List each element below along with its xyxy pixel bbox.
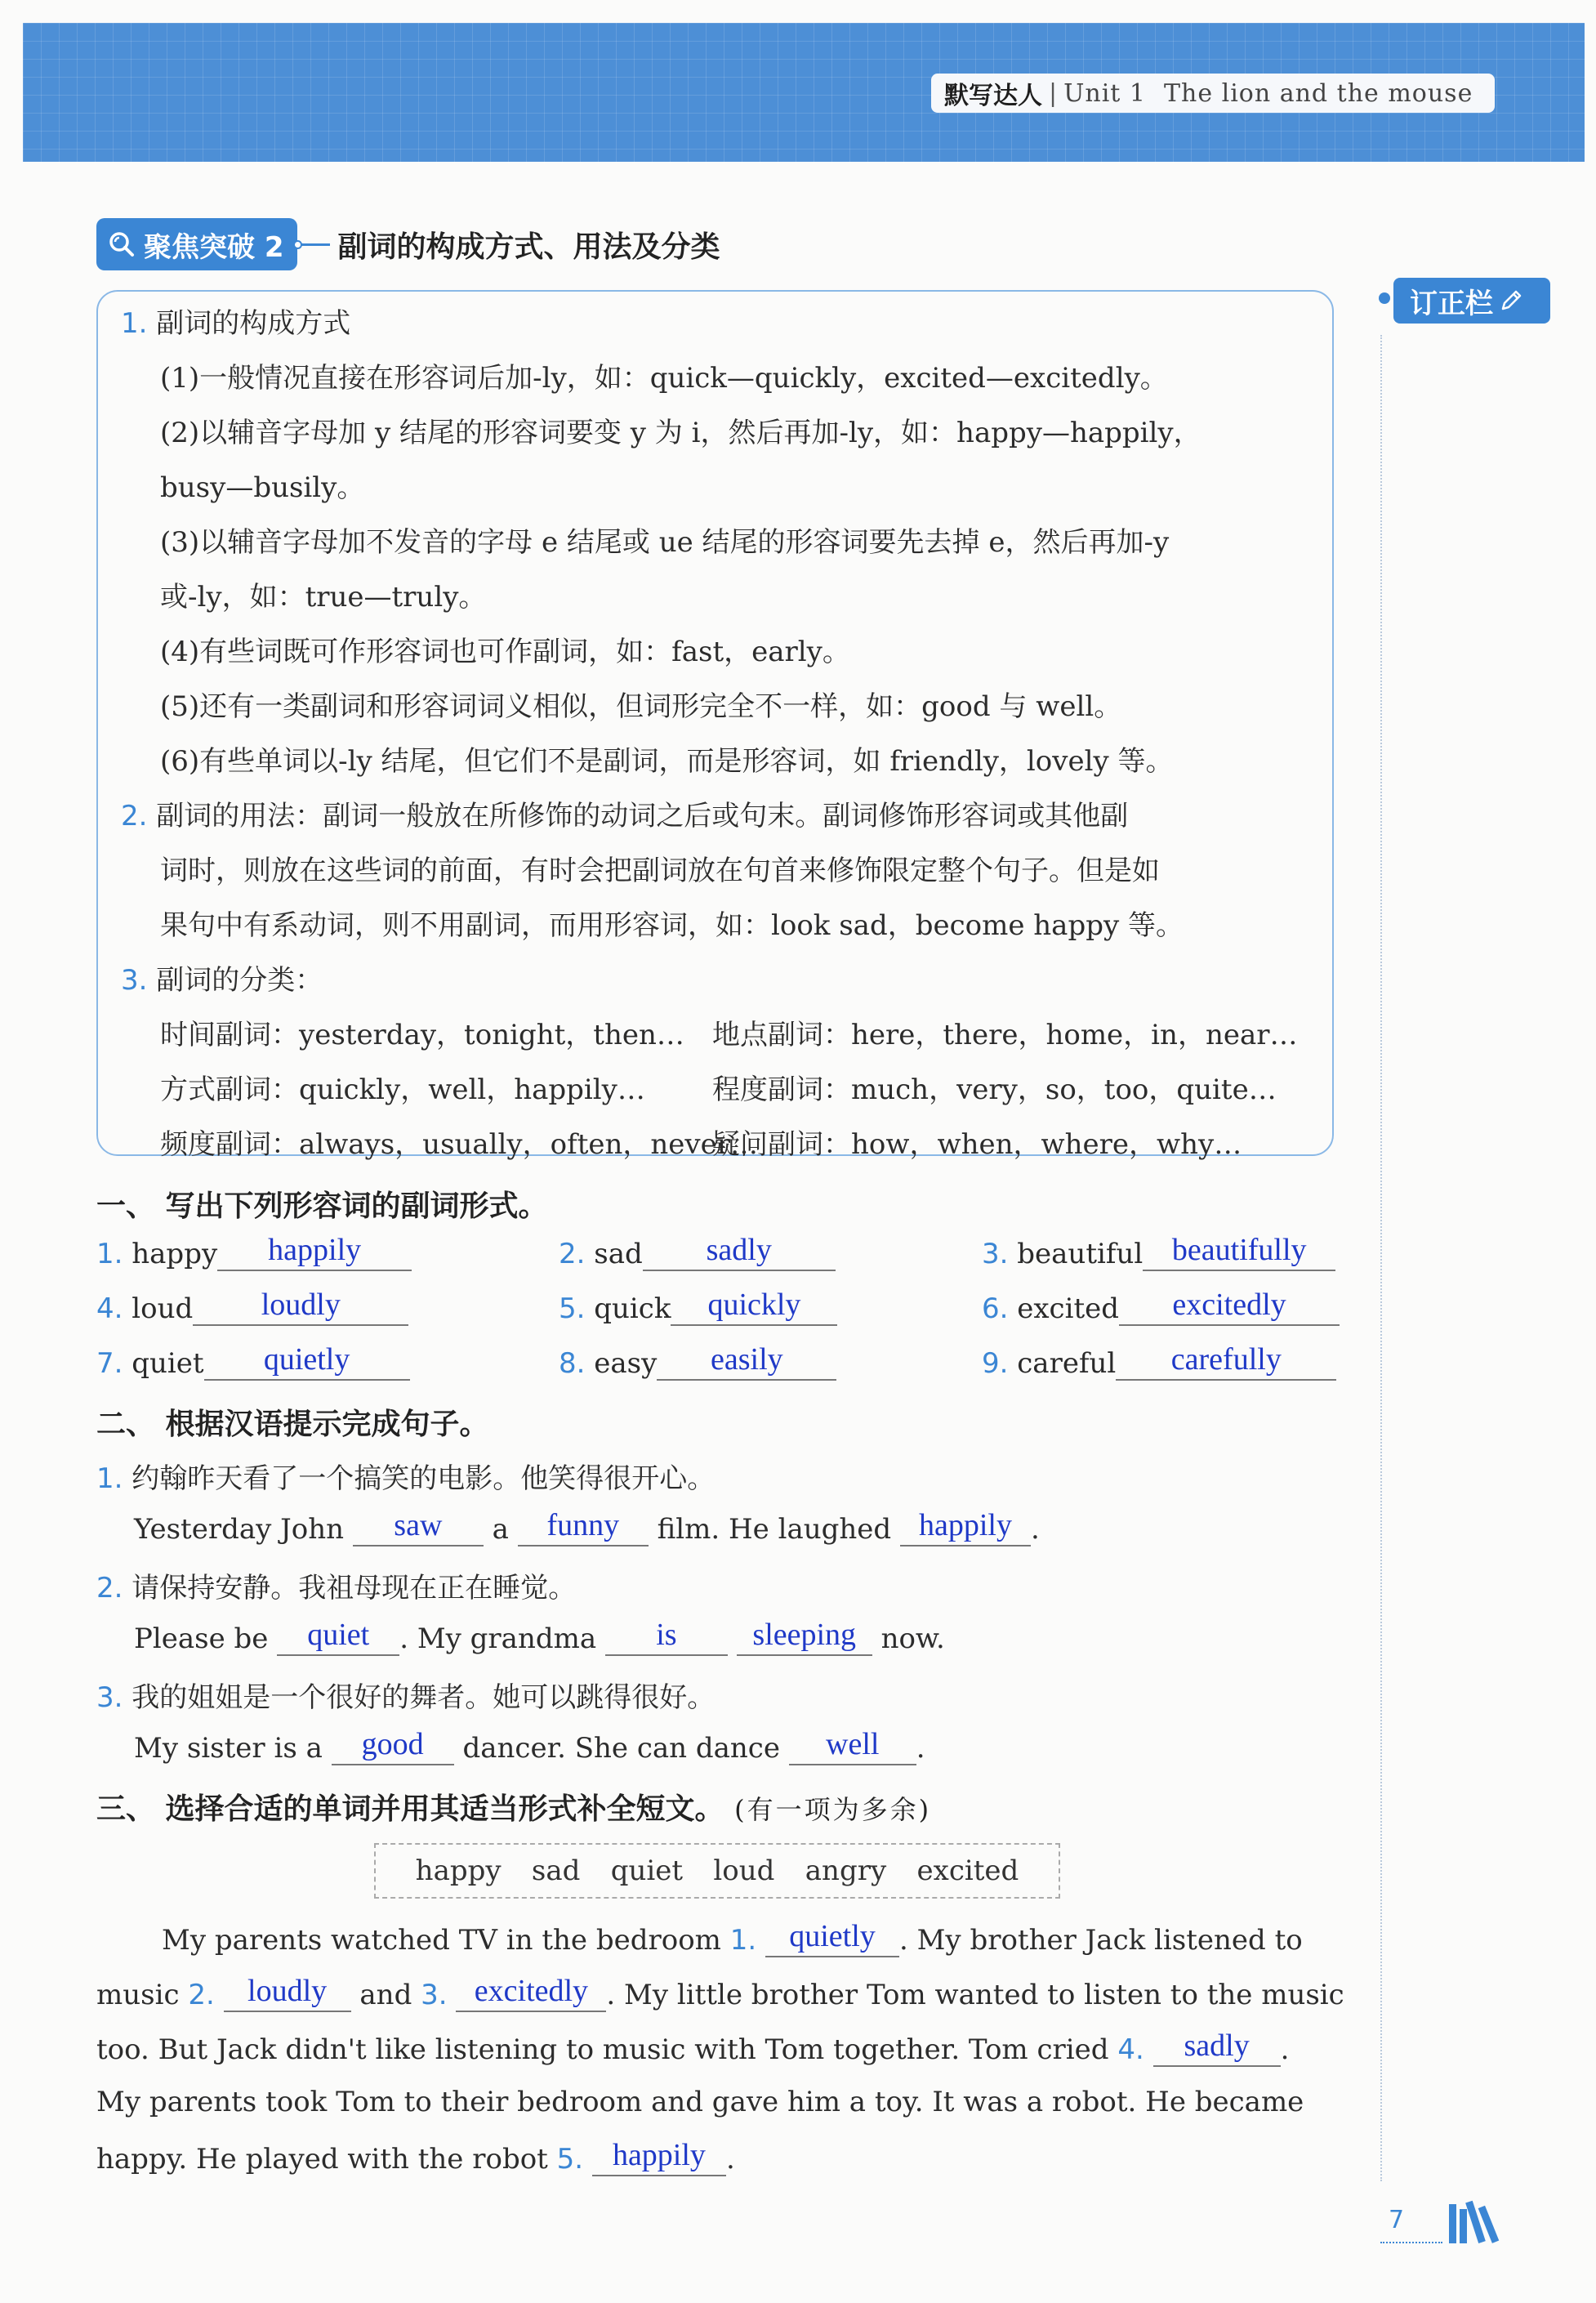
answer-blank[interactable]: good: [332, 1729, 454, 1765]
focus-title: [96, 217, 720, 271]
answer-blank[interactable]: beautifully: [1143, 1235, 1335, 1271]
answer-blank[interactable]: happily: [900, 1511, 1031, 1546]
passage-line-4: My parents took Tom to their bedroom and gave him a toy. It was a robot. He became: [96, 2086, 1304, 2118]
correction-column-label: 订正栏: [1410, 287, 1493, 320]
exercise-2-q1-english: Yesterday John saw a funny film. He laughed happily .: [134, 1508, 1040, 1546]
rule-1-2b: busy—busily。: [160, 471, 365, 504]
answer-blank[interactable]: quietly: [204, 1345, 410, 1381]
category-frequency: 频度副词：always，usually，often，never…: [160, 1128, 758, 1161]
rule-2-b: 词时，则放在这些词的前面，有时会把副词放在句首来修饰限定整个句子。但是如: [160, 855, 1160, 887]
exercise-2-q2-english: Please be quiet . My grandma is sleeping now.: [134, 1618, 945, 1655]
focus-heading: 副词的构成方式、用法及分类: [337, 230, 720, 264]
answer-blank[interactable]: well: [789, 1729, 916, 1765]
category-manner: 方式副词：quickly，well，happily…: [160, 1073, 645, 1106]
section-3-title: 三、 选择合适的单词并用其适当形式补全短文。 (有一项为多余): [96, 1792, 932, 1826]
word-bank-item: quiet: [610, 1854, 684, 1887]
answer-blank[interactable]: quickly: [671, 1290, 837, 1326]
answer-blank[interactable]: saw: [353, 1511, 484, 1546]
exercise-1-item-1: 1. happy happily: [96, 1235, 412, 1271]
exercise-2-q1-chinese: 1. 约翰昨天看了一个搞笑的电影。他笑得很开心。: [96, 1462, 716, 1495]
rule-heading-3: 3. 副词的分类：: [121, 964, 323, 997]
exercise-2-q3-english: My sister is a good dancer. She can dance well .: [134, 1727, 925, 1765]
rule-1-2a: (2)以辅音字母加 y 结尾的形容词要变 y 为 i，然后再加-ly，如：happy—happily，: [160, 417, 1201, 449]
rule-heading-1: 1. 副词的构成方式: [121, 307, 351, 340]
answer-blank[interactable]: is: [605, 1620, 728, 1656]
answer-blank[interactable]: happily: [592, 2140, 726, 2176]
rule-1-3b: 或-ly，如：true—truly。: [160, 581, 487, 614]
sidebar-divider: [1380, 335, 1382, 2181]
section-3-note: (有一项为多余): [734, 1794, 932, 1825]
passage-line-3: too. But Jack didn't like listening to music with Tom together. Tom cried 4. sadly .: [96, 2029, 1290, 2066]
exercise-1-item-9: 9. careful carefully: [982, 1345, 1336, 1381]
page-number-rule: [1380, 2242, 1442, 2243]
answer-blank[interactable]: excitedly: [1119, 1290, 1340, 1326]
answer-blank[interactable]: quiet: [277, 1620, 399, 1656]
pencil-icon: [1498, 288, 1524, 314]
word-bank-item: sad: [531, 1854, 581, 1887]
exercise-1-item-7: 7. quiet quietly: [96, 1345, 410, 1381]
section-2-title: 二、 根据汉语提示完成句子。: [96, 1408, 489, 1441]
exercise-1-item-8: 8. easy easily: [559, 1345, 836, 1381]
word-bank-item: excited: [916, 1854, 1019, 1887]
answer-blank[interactable]: loudly: [224, 1976, 351, 2012]
answer-blank[interactable]: loudly: [193, 1290, 408, 1326]
word-bank-item: angry: [805, 1854, 887, 1887]
section-1-title: 一、 写出下列形容词的副词形式。: [96, 1189, 548, 1223]
rule-heading-2: 2. 副词的用法：副词一般放在所修饰的动词之后或句末。副词修饰形容词或其他副: [121, 800, 1129, 832]
rule-1-3a: (3)以辅音字母加不发音的字母 e 结尾或 ue 结尾的形容词要先去掉 e，然后再加-y: [160, 526, 1170, 559]
focus-connector: [297, 243, 330, 246]
answer-blank[interactable]: excitedly: [456, 1976, 606, 2012]
focus-badge-label: 聚焦突破 2: [144, 230, 284, 264]
passage-line-1: My parents watched TV in the bedroom 1. quietly . My brother Jack listened to: [162, 1919, 1303, 1957]
exercise-2-q2-chinese: 2. 请保持安静。我祖母现在正在睡觉。: [96, 1572, 577, 1605]
word-bank-item: happy: [415, 1854, 502, 1887]
rule-1-6: (6)有些单词以-ly 结尾，但它们不是副词，而是形容词，如 friendly，lovely 等。: [160, 745, 1174, 778]
header-tag: [931, 74, 1495, 113]
header-lesson: The lion and the mouse: [1164, 78, 1473, 108]
exercise-1-item-4: 4. loud loudly: [96, 1290, 408, 1326]
category-interrogative: 疑问副词：how，when，where，why…: [712, 1128, 1242, 1161]
header-separator: |: [1049, 78, 1058, 108]
exercise-1-item-5: 5. quick quickly: [559, 1290, 837, 1326]
books-icon: [1446, 2198, 1503, 2247]
answer-blank[interactable]: funny: [518, 1511, 649, 1546]
answer-blank[interactable]: sadly: [1153, 2031, 1281, 2067]
rule-2-c: 果句中有系动词，则不用副词，而用形容词，如：look sad，become happy 等。: [160, 909, 1184, 942]
answer-blank[interactable]: quietly: [765, 1921, 899, 1957]
answer-blank[interactable]: easily: [657, 1345, 836, 1381]
correction-column-badge: [1393, 278, 1550, 324]
passage-line-5: happy. He played with the robot 5. happily .: [96, 2138, 735, 2176]
answer-blank[interactable]: sleeping: [737, 1620, 872, 1656]
sidebar-dot: [1379, 292, 1390, 304]
page-number: 7: [1389, 2206, 1405, 2234]
category-time: 时间副词：yesterday，tonight，then…: [160, 1019, 684, 1051]
rule-1-4: (4)有些词既可作形容词也可作副词，如：fast，early。: [160, 636, 850, 668]
focus-badge: [96, 218, 297, 270]
category-place: 地点副词：here，there，home，in，near…: [712, 1019, 1298, 1051]
exercise-1-item-3: 3. beautiful beautifully: [982, 1235, 1335, 1271]
category-degree: 程度副词：much，very，so，too，quite…: [712, 1073, 1277, 1106]
word-bank-item: loud: [713, 1854, 775, 1887]
rule-1-1: (1)一般情况直接在形容词后加-ly，如：quick—quickly，excited—excitedly。: [160, 362, 1168, 395]
header-brand: 默写达人: [944, 82, 1042, 110]
exercise-1-item-6: 6. excited excitedly: [982, 1290, 1340, 1326]
answer-blank[interactable]: carefully: [1116, 1345, 1336, 1381]
answer-blank[interactable]: sadly: [643, 1235, 836, 1271]
exercise-2-q3-chinese: 3. 我的姐姐是一个很好的舞者。她可以跳得很好。: [96, 1681, 716, 1714]
passage-line-2: music 2. loudly and 3. excitedly . My little brother Tom wanted to listen to the music: [96, 1974, 1344, 2011]
magnifier-icon: [108, 230, 136, 258]
word-bank: [374, 1843, 1060, 1899]
answer-blank[interactable]: happily: [217, 1235, 412, 1271]
rule-1-5: (5)还有一类副词和形容词词义相似，但词形完全不一样，如：good 与 well。: [160, 690, 1122, 723]
header-unit: Unit 1: [1063, 78, 1146, 108]
exercise-1-item-2: 2. sad sadly: [559, 1235, 836, 1271]
